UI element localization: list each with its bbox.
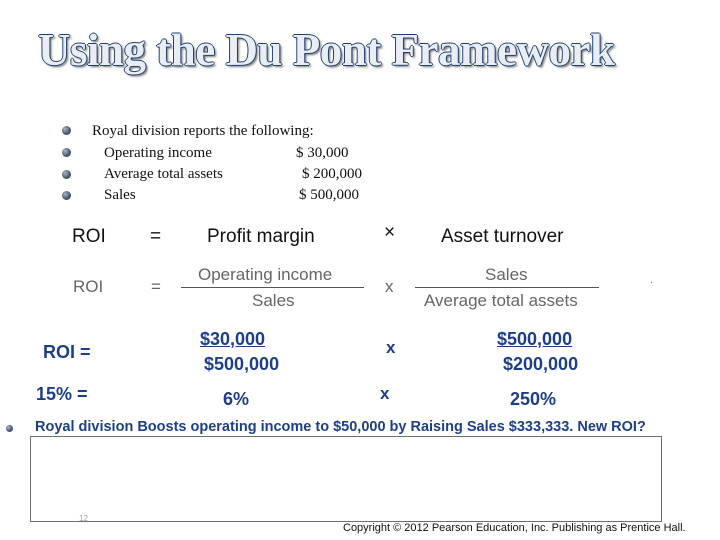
average-assets-denominator: $200,000 — [503, 354, 579, 374]
operating-income-numerator: Operating income — [198, 265, 333, 284]
times-sign: × — [384, 222, 396, 243]
question-text: Royal division Boosts operating income to $50,000 by Raising Sales $333,333. New ROI? — [35, 419, 646, 435]
stray-dot: . — [650, 275, 653, 286]
sales-numerator: Sales — [485, 265, 528, 284]
operating-income-numerator: $30,000 — [200, 329, 266, 349]
bullet-icon — [62, 170, 71, 179]
operating-income-value: $ 30,000 — [296, 145, 349, 161]
sales-denominator: Sales — [252, 291, 295, 310]
asset-turnover-label: Asset turnover — [441, 226, 564, 247]
slide-number: 12 — [79, 514, 88, 523]
roi-label: ROI = — [43, 342, 91, 362]
times-sign: x — [385, 277, 394, 296]
times-sign: x — [380, 384, 390, 403]
answer-box — [30, 436, 662, 522]
sales-label: Sales — [104, 187, 136, 203]
roi-result: 15% = — [36, 384, 88, 404]
average-assets-value: $ 200,000 — [302, 166, 362, 182]
bullet-icon — [62, 148, 71, 157]
average-assets-label: Average total assets — [104, 166, 223, 182]
sales-numerator: $500,000 — [497, 329, 573, 349]
sales-denominator: $500,000 — [204, 354, 280, 374]
bullet-icon — [62, 126, 71, 135]
equals-sign: = — [150, 226, 162, 247]
fraction-bar — [415, 287, 599, 288]
operating-income-label: Operating income — [104, 145, 212, 161]
average-assets-denominator: Average total assets — [424, 291, 578, 310]
asset-turnover-result: 250% — [510, 389, 557, 409]
profit-margin-result: 6% — [223, 389, 250, 409]
times-sign: x — [386, 338, 396, 357]
slide-title: Using the Du Pont Framework — [38, 25, 615, 75]
fraction-bar — [181, 287, 364, 288]
copyright-notice: Copyright © 2012 Pearson Education, Inc. Publishing as Prentice Hall. — [343, 522, 686, 534]
intro-text: Royal division reports the following: — [92, 123, 314, 139]
sales-value: $ 500,000 — [299, 187, 359, 203]
roi-label: ROI — [72, 226, 106, 247]
bullet-icon — [62, 191, 71, 200]
bullet-icon — [6, 425, 13, 432]
profit-margin-label: Profit margin — [207, 226, 315, 247]
roi-label: ROI — [73, 277, 104, 296]
equals-sign: = — [151, 277, 161, 296]
